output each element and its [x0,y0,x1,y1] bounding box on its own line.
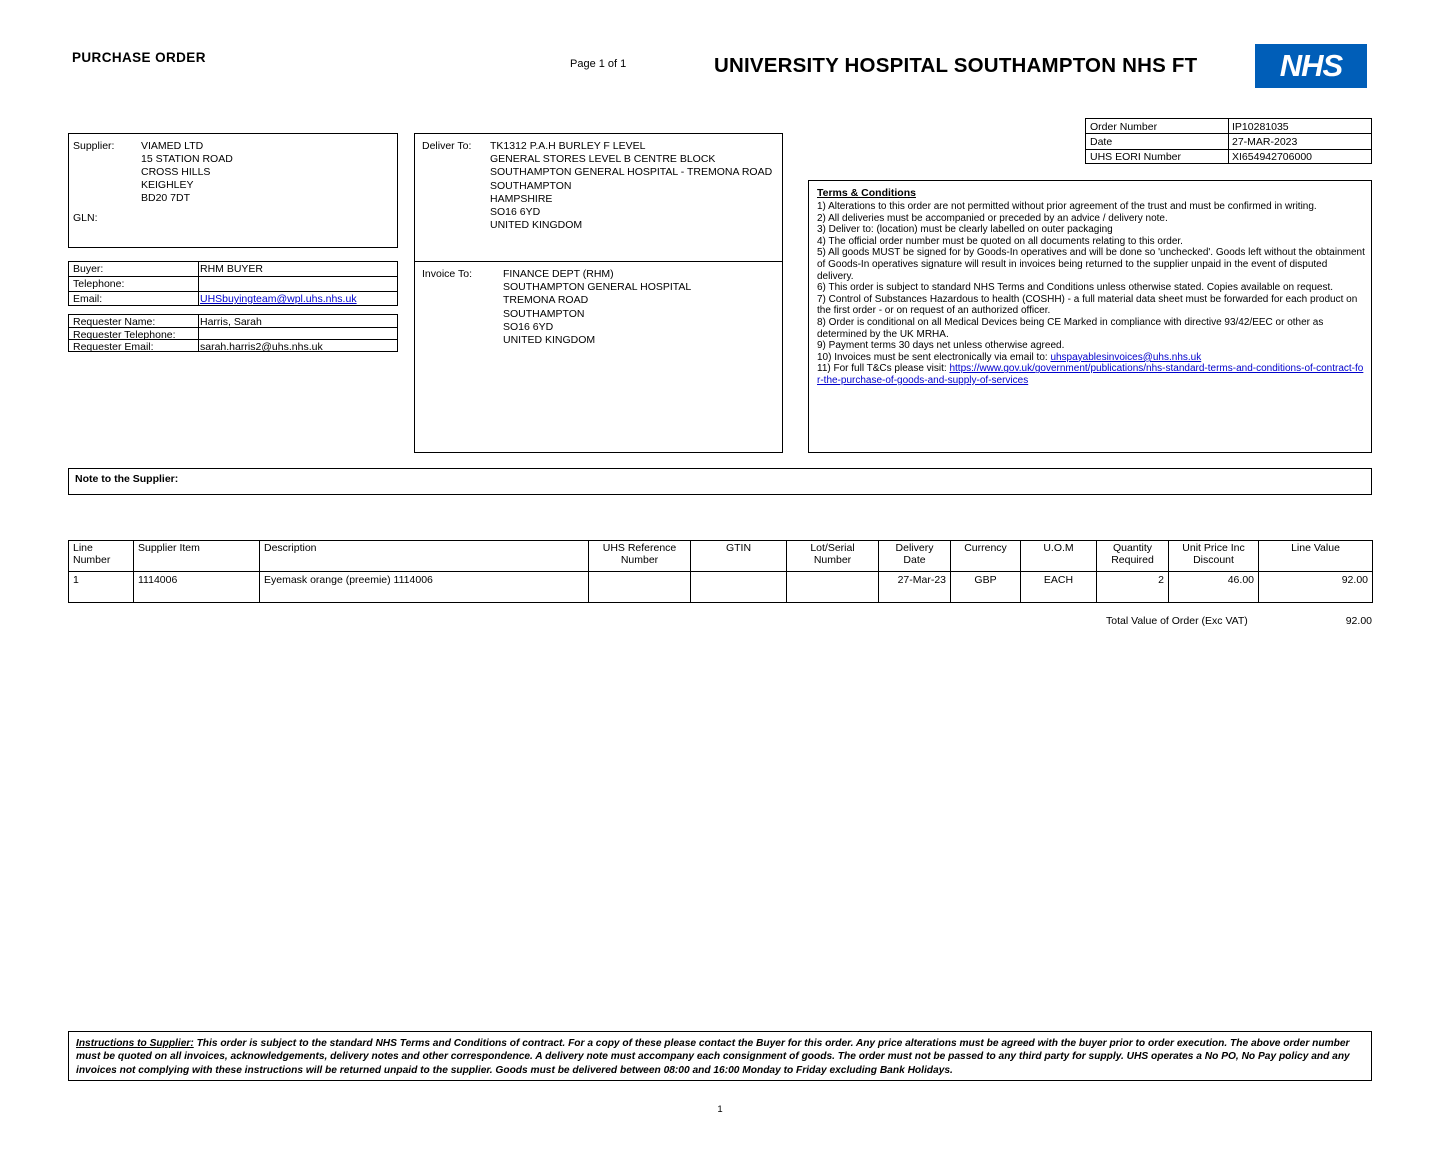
col-uhs-reference-number: UHS Reference Number [589,541,691,572]
terms-item-10-text: 10) Invoices must be sent electronically via email to: [817,351,1051,363]
deliver-to-line-2: GENERAL STORES LEVEL B CENTRE BLOCK [490,153,716,166]
terms-item-4: 4) The official order number must be quoted on all documents relating to this order. [817,235,1183,247]
requester-name-value: Harris, Sarah [200,316,262,328]
terms-item-8: 8) Order is conditional on all Medical Devices being CE Marked in compliance with directive 93/42/EEC or other as determined by the UK MRHA. [817,316,1324,340]
invoice-to-line-4: SOUTHAMPTON [503,307,585,320]
cell-line-value: 92.00 [1259,572,1373,603]
instructions-body: This order is subject to the standard NHS Terms and Conditions of contract. For a copy of these please contact the Buyer for this order. Any price alterations must be agreed with the buyer prior to order execution. The above order number must be quoted on all invoices, acknowledgements, delivery notes and other correspondence. A delivery note must accompany each consignment of goods. The order must not be passed to any third party for supply. UHS operates a No PO, No Pay policy and any invoices not complying with these instructions will be returned unpaid to the supplier. Goods must be delivered between 08:00 and 16:00 Monday to Friday excluding Bank Holidays. [76,1038,1350,1076]
buyer-telephone-label: Telephone: [73,278,125,290]
deliver-to-line-1: TK1312 P.A.H BURLEY F LEVEL [490,140,646,152]
total-value: 92.00 [1345,615,1372,627]
table-row [69,572,1373,603]
col-unit-price: Unit Price Inc Discount [1169,541,1259,572]
page-indicator: Page 1 of 1 [570,58,627,70]
cell-currency: GBP [951,572,1021,603]
instructions-heading: Instructions to Supplier: [76,1038,194,1049]
supplier-line-4: KEIGHLEY [141,179,194,191]
buyer-email-label: Email: [73,293,103,305]
terms-item-10 [817,352,1365,364]
terms-item-9: 9) Payment terms 30 days net unless otherwise agreed. [817,340,1065,352]
invoice-to-label: Invoice To: [422,268,473,280]
terms-item-7: 7) Control of Substances Hazardous to health (COSHH) - a full material data sheet must be forwarded for each product on the first order - or on request of an authorized officer. [817,293,1358,317]
payables-email-link[interactable]: uhspayablesinvoices@uhs.nhs.uk [1050,351,1202,363]
order-date-label: Date [1090,135,1113,148]
requester-telephone-label: Requester Telephone: [73,328,176,341]
cell-quantity-required: 2 [1097,572,1169,603]
terms-item-11-text: 11) For full T&Cs please visit: [817,363,950,375]
buyer-value: RHM BUYER [200,263,264,275]
eori-number-row [1086,150,1371,165]
supplier-gln-label: GLN: [73,212,98,224]
invoice-to-line-1: FINANCE DEPT (RHM) [503,268,614,280]
requester-email-label: Requester Email: [73,341,154,354]
invoice-to-line-5: SO16 6YD [503,320,554,333]
footer-page-number: 1 [717,1104,723,1115]
supplier-line-5: BD20 7DT [141,192,191,204]
deliver-to-label: Deliver To: [422,140,472,152]
buyer-email-row [69,292,397,307]
col-lot-serial-number: Lot/Serial Number [787,541,879,572]
col-description: Description [260,541,589,572]
col-currency: Currency [951,541,1021,572]
order-number-value: IP10281035 [1232,120,1289,133]
instructions-text [76,1037,1364,1077]
invoice-to-line-3: TREMONA ROAD [503,294,589,307]
terms-body [817,201,1365,387]
cell-line-number: 1 [69,572,134,603]
supplier-line-1: VIAMED LTD [141,140,204,152]
nhs-logo: NHS [1255,44,1367,88]
cell-unit-price: 46.00 [1169,572,1259,603]
invoice-to-line-6: UNITED KINGDOM [503,334,596,347]
order-number-row [1086,119,1371,134]
terms-and-conditions-block [808,180,1372,453]
cell-delivery-date: 27-Mar-23 [879,572,951,603]
nhs-terms-link[interactable]: https://www.gov.uk/government/publications/nhs-standard-terms-and-conditions-of-contract-for-the-purchase-of-goods-and-supply-of-services [817,363,1364,386]
col-gtin: GTIN [691,541,787,572]
terms-item-11 [817,363,1365,386]
supplier-line-2: 15 STATION ROAD [141,153,233,165]
total-label: Total Value of Order (Exc VAT) [1106,615,1248,627]
order-date-row [1086,134,1371,149]
requester-email-row [69,340,397,353]
terms-item-5: 5) All goods MUST be signed for by Goods-In operatives and will be done so 'unchecked'. Goods left without the obtainment of Goods-In operatives signature will result in invoices being returned to the supplier unpaid in the event of disputed delivery. [817,247,1365,282]
eori-number-value: XI654942706000 [1232,151,1312,164]
col-uom: U.O.M [1021,541,1097,572]
col-supplier-item: Supplier Item [134,541,260,572]
cell-uom: EACH [1021,572,1097,603]
deliver-to-line-6: SO16 6YD [490,206,541,219]
supplier-block [68,133,398,248]
col-line-number: Line Number [69,541,134,572]
terms-item-2: 2) All deliveries must be accompanied or preceded by an advice / delivery note. [817,212,1168,224]
deliver-to-address [490,140,772,232]
requester-block [68,314,398,352]
order-date-value: 27-MAR-2023 [1232,135,1298,148]
col-line-value: Line Value [1259,541,1373,572]
deliver-to-line-3: SOUTHAMPTON GENERAL HOSPITAL - TREMONA ROAD [490,166,773,179]
invoice-to-address [503,268,691,347]
eori-number-label: UHS EORI Number [1090,151,1182,164]
buyer-label: Buyer: [73,263,104,275]
deliver-to-line-7: UNITED KINGDOM [490,219,583,232]
cell-lot-serial-number [787,572,879,603]
terms-item-6: 6) This order is subject to standard NHS Terms and Conditions unless otherwise stated. Copies available on request. [817,282,1334,294]
supplier-line-3: CROSS HILLS [141,166,211,178]
requester-telephone-row [69,328,397,341]
requester-name-label: Requester Name: [73,316,156,328]
terms-item-3: 3) Deliver to: (location) must be clearly labelled on outer packaging [817,224,1113,236]
table-header-row [69,541,1373,572]
deliver-to-line-4: SOUTHAMPTON [490,179,572,192]
note-to-supplier-label: Note to the Supplier: [75,473,179,485]
line-items-table [68,540,1373,603]
page-title: PURCHASE ORDER [72,50,206,65]
cell-supplier-item: 1114006 [134,572,260,603]
cell-gtin [691,572,787,603]
cell-description: Eyemask orange (preemie) 1114006 [260,572,589,603]
buyer-block [68,261,398,306]
terms-title: Terms & Conditions [817,187,916,199]
buyer-telephone-row [69,277,397,292]
buyer-row [69,262,397,277]
col-quantity-required: Quantity Required [1097,541,1169,572]
organisation-name: UNIVERSITY HOSPITAL SOUTHAMPTON NHS FT [714,54,1198,77]
buyer-email-link[interactable]: UHSbuyingteam@wpl.uhs.nhs.uk [200,293,357,305]
invoice-to-line-2: SOUTHAMPTON GENERAL HOSPITAL [503,281,692,294]
order-details-block [1085,118,1372,164]
instructions-to-supplier-block [68,1031,1372,1081]
order-number-label: Order Number [1090,120,1158,133]
supplier-label: Supplier: [73,140,115,152]
col-delivery-date: Delivery Date [879,541,951,572]
deliver-to-line-5: HAMPSHIRE [490,192,553,205]
invoice-to-block [414,261,783,453]
requester-email-value: sarah.harris2@uhs.nhs.uk [200,341,323,354]
requester-name-row [69,315,397,328]
note-to-supplier-block [68,468,1372,495]
terms-item-1: 1) Alterations to this order are not permitted without prior agreement of the trust and must be confirmed in writing. [817,201,1317,212]
cell-uhs-reference-number [589,572,691,603]
